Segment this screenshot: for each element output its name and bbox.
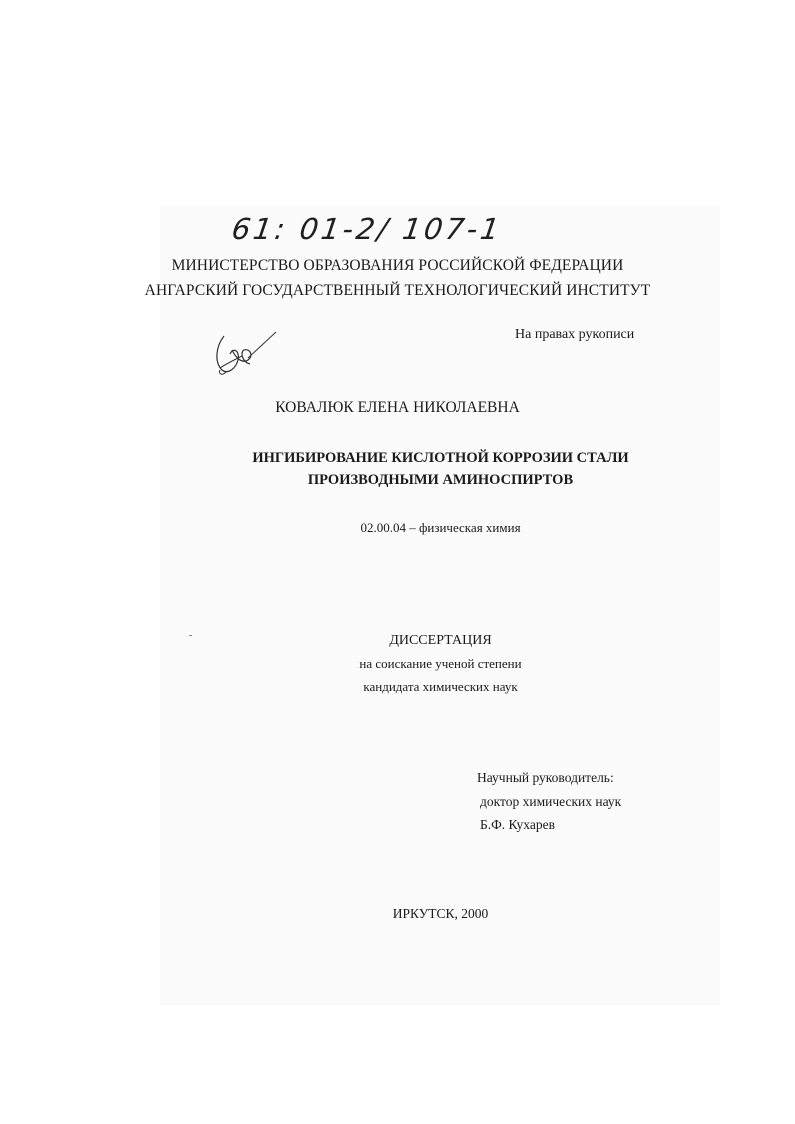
scanned-page-area	[160, 205, 720, 1005]
handwritten-signature-icon	[212, 328, 282, 380]
supervisor-degree: доктор химических наук	[480, 794, 622, 809]
institute-heading: АНГАРСКИЙ ГОСУДАРСТВЕННЫЙ ТЕХНОЛОГИЧЕСКИЙ ИНСТИТУТ	[144, 282, 651, 299]
archive-code: 61: 01-2/ 107-1	[229, 212, 505, 246]
dissertation-heading: ДИССЕРТАЦИЯ	[389, 633, 492, 648]
ministry-heading: МИНИСТЕРСТВО ОБРАЗОВАНИЯ РОССИЙСКОЙ ФЕДЕРАЦИИ	[171, 257, 624, 274]
dissertation-title-line-1: ИНГИБИРОВАНИЕ КИСЛОТНОЙ КОРРОЗИИ СТАЛИ	[252, 450, 629, 466]
author-name: КОВАЛЮК ЕЛЕНА НИКОЛАЕВНА	[275, 399, 520, 416]
supervisor-name: Б.Ф. Кухарев	[480, 817, 555, 832]
dissertation-title-line-2: ПРОИЗВОДНЫМИ АМИНОСПИРТОВ	[307, 472, 574, 488]
degree-line-1: на соискание ученой степени	[359, 656, 522, 671]
supervisor-label: Научный руководитель:	[477, 770, 614, 785]
rights-note: На правах рукописи	[515, 327, 635, 342]
degree-line-2: кандидата химических наук	[363, 679, 518, 694]
city-year: ИРКУТСК, 2000	[392, 906, 489, 921]
specialty-code: 02.00.04 – физическая химия	[360, 520, 521, 535]
